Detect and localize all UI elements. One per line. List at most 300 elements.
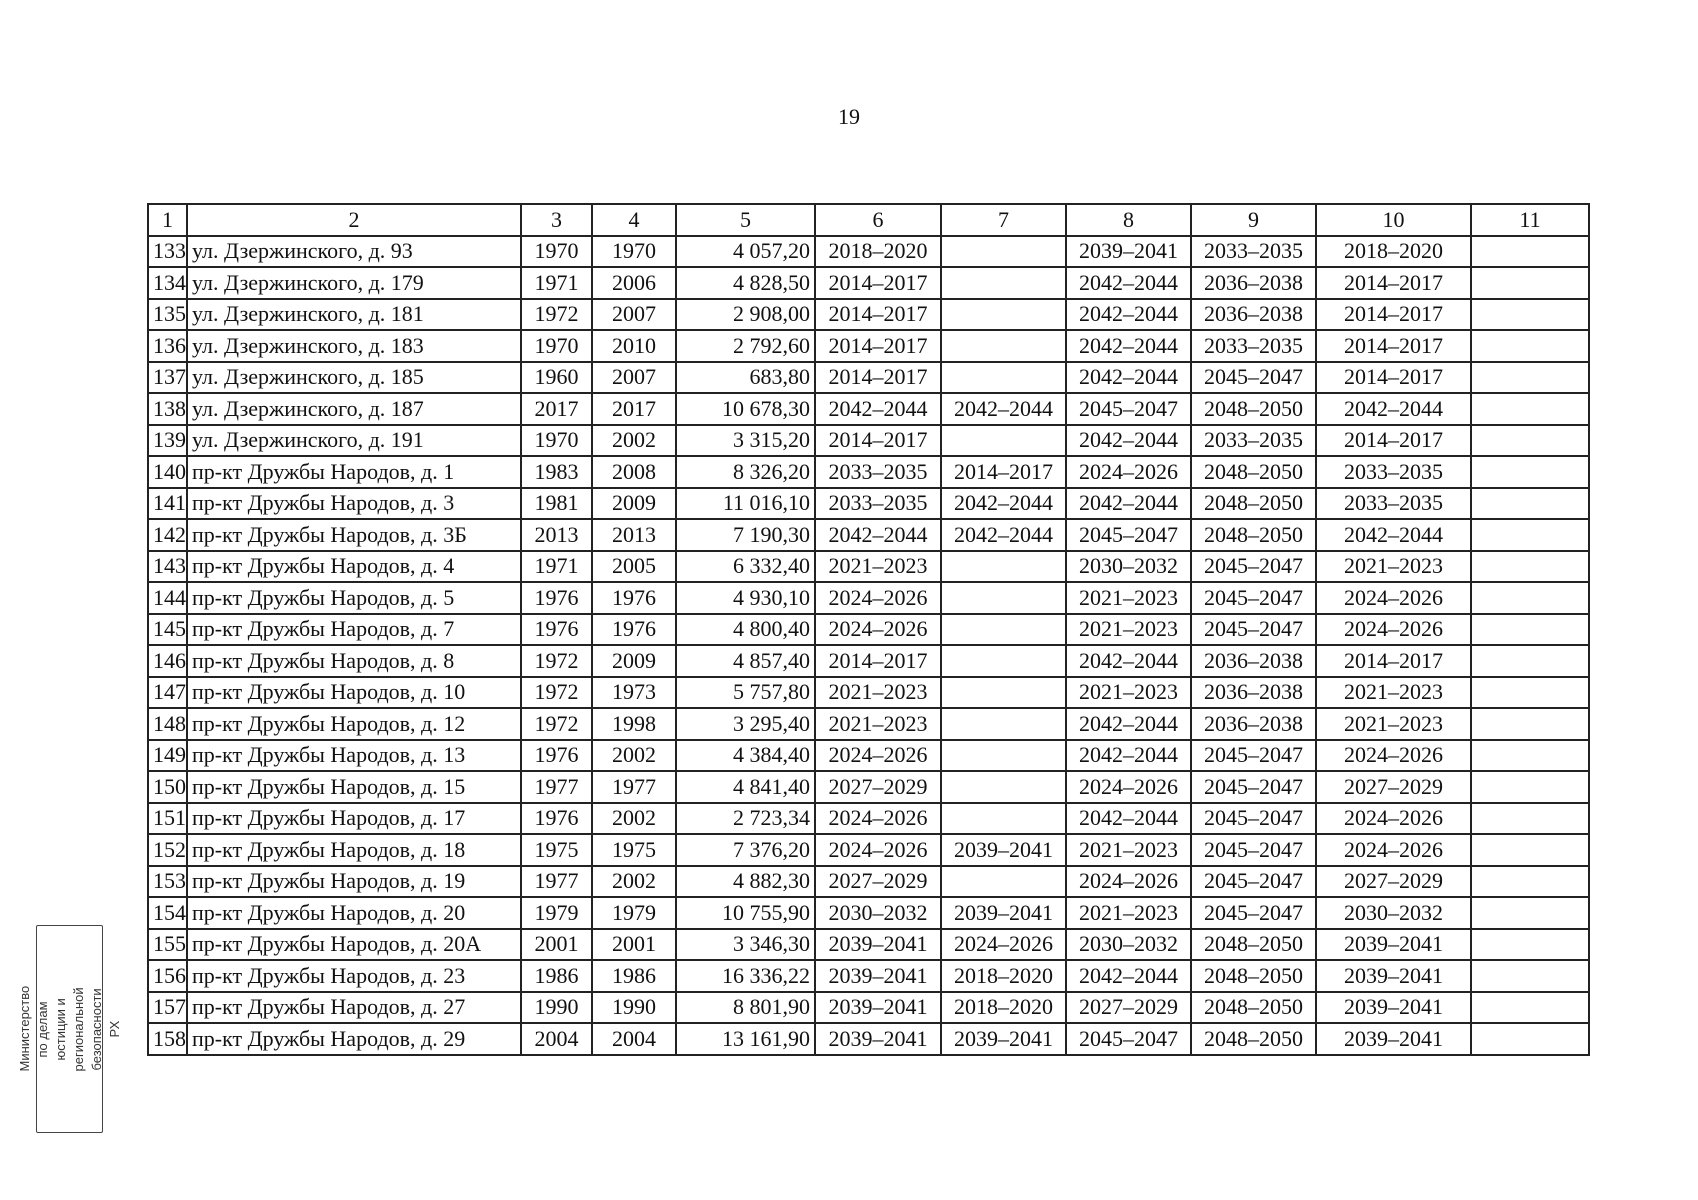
col-header: 9 [1191,204,1316,236]
address-cell: пр-кт Дружбы Народов, д. 18 [187,834,521,866]
period-cell: 2045–2047 [1191,866,1316,898]
address-cell: пр-кт Дружбы Народов, д. 23 [187,960,521,992]
area-cell: 10 678,30 [676,393,815,425]
table-row [148,929,1589,961]
period-cell [941,645,1066,677]
year-built-cell: 2013 [521,519,592,551]
area-cell: 7 190,30 [676,519,815,551]
empty-cell [1471,677,1589,709]
empty-cell [1471,929,1589,961]
row-number-cell: 158 [148,1023,187,1055]
period-cell: 2027–2029 [815,771,941,803]
area-cell: 4 841,40 [676,771,815,803]
area-cell: 4 882,30 [676,866,815,898]
period-cell: 2014–2017 [1316,330,1471,362]
row-number-cell: 149 [148,740,187,772]
address-cell: пр-кт Дружбы Народов, д. 13 [187,740,521,772]
table-row [148,992,1589,1024]
period-cell [941,708,1066,740]
empty-cell [1471,425,1589,457]
period-cell: 2024–2026 [1316,582,1471,614]
empty-cell [1471,1023,1589,1055]
period-cell: 2014–2017 [815,299,941,331]
period-cell: 2024–2026 [1316,614,1471,646]
address-cell: пр-кт Дружбы Народов, д. 17 [187,803,521,835]
period-cell: 2042–2044 [1066,299,1191,331]
period-cell: 2014–2017 [1316,299,1471,331]
area-cell: 4 857,40 [676,645,815,677]
table-row [148,960,1589,992]
period-cell: 2048–2050 [1191,992,1316,1024]
year-cell: 1975 [592,834,676,866]
period-cell: 2042–2044 [1066,708,1191,740]
period-cell: 2033–2035 [815,456,941,488]
empty-cell [1471,834,1589,866]
empty-cell [1471,897,1589,929]
empty-cell [1471,582,1589,614]
table-row [148,803,1589,835]
year-built-cell: 1971 [521,267,592,299]
period-cell: 2048–2050 [1191,488,1316,520]
period-cell: 2042–2044 [1066,740,1191,772]
area-cell: 4 930,10 [676,582,815,614]
address-cell: ул. Дзержинского, д. 183 [187,330,521,362]
address-cell: пр-кт Дружбы Народов, д. 3 [187,488,521,520]
period-cell: 2014–2017 [1316,267,1471,299]
period-cell: 2042–2044 [1066,960,1191,992]
year-built-cell: 1972 [521,645,592,677]
period-cell: 2033–2035 [1316,456,1471,488]
period-cell: 2036–2038 [1191,708,1316,740]
period-cell: 2039–2041 [815,1023,941,1055]
address-cell: пр-кт Дружбы Народов, д. 19 [187,866,521,898]
year-built-cell: 1976 [521,803,592,835]
address-cell: пр-кт Дружбы Народов, д. 3Б [187,519,521,551]
period-cell: 2027–2029 [1316,771,1471,803]
table-row [148,866,1589,898]
year-built-cell: 1976 [521,614,592,646]
period-cell: 2039–2041 [815,960,941,992]
area-cell: 5 757,80 [676,677,815,709]
year-cell: 2001 [592,929,676,961]
period-cell [941,582,1066,614]
area-cell: 3 346,30 [676,929,815,961]
period-cell: 2030–2032 [1066,551,1191,583]
address-cell: пр-кт Дружбы Народов, д. 8 [187,645,521,677]
year-cell: 1990 [592,992,676,1024]
empty-cell [1471,740,1589,772]
area-cell: 16 336,22 [676,960,815,992]
empty-cell [1471,519,1589,551]
empty-cell [1471,488,1589,520]
address-cell: пр-кт Дружбы Народов, д. 29 [187,1023,521,1055]
period-cell: 2039–2041 [941,834,1066,866]
year-cell: 1979 [592,897,676,929]
address-cell: пр-кт Дружбы Народов, д. 20А [187,929,521,961]
empty-cell [1471,236,1589,268]
row-number-cell: 141 [148,488,187,520]
address-cell: пр-кт Дружбы Народов, д. 5 [187,582,521,614]
period-cell: 2024–2026 [941,929,1066,961]
year-cell: 1973 [592,677,676,709]
period-cell: 2021–2023 [1316,677,1471,709]
period-cell: 2021–2023 [815,551,941,583]
year-built-cell: 2004 [521,1023,592,1055]
table-row [148,330,1589,362]
year-cell: 2006 [592,267,676,299]
period-cell: 2039–2041 [1316,960,1471,992]
year-cell: 2005 [592,551,676,583]
year-cell: 1986 [592,960,676,992]
period-cell: 2042–2044 [1066,488,1191,520]
empty-cell [1471,299,1589,331]
row-number-cell: 155 [148,929,187,961]
area-cell: 10 755,90 [676,897,815,929]
area-cell: 2 792,60 [676,330,815,362]
period-cell: 2048–2050 [1191,393,1316,425]
period-cell: 2045–2047 [1066,1023,1191,1055]
period-cell: 2048–2050 [1191,1023,1316,1055]
year-built-cell: 1970 [521,425,592,457]
table-row [148,299,1589,331]
year-built-cell: 1977 [521,866,592,898]
period-cell: 2048–2050 [1191,929,1316,961]
area-cell: 8 801,90 [676,992,815,1024]
period-cell: 2039–2041 [1316,1023,1471,1055]
period-cell: 2039–2041 [815,992,941,1024]
row-number-cell: 152 [148,834,187,866]
address-cell: ул. Дзержинского, д. 93 [187,236,521,268]
table-row [148,645,1589,677]
period-cell: 2014–2017 [1316,425,1471,457]
area-cell: 13 161,90 [676,1023,815,1055]
empty-cell [1471,362,1589,394]
year-built-cell: 1975 [521,834,592,866]
period-cell: 2018–2020 [1316,236,1471,268]
address-cell: пр-кт Дружбы Народов, д. 12 [187,708,521,740]
period-cell: 2045–2047 [1191,362,1316,394]
year-built-cell: 2001 [521,929,592,961]
row-number-cell: 144 [148,582,187,614]
address-cell: пр-кт Дружбы Народов, д. 7 [187,614,521,646]
col-header: 2 [187,204,521,236]
period-cell: 2042–2044 [1066,267,1191,299]
period-cell: 2033–2035 [1191,425,1316,457]
year-cell: 2010 [592,330,676,362]
period-cell: 2021–2023 [815,677,941,709]
period-cell: 2042–2044 [815,393,941,425]
year-built-cell: 1972 [521,299,592,331]
period-cell: 2042–2044 [1316,393,1471,425]
period-cell: 2030–2032 [1066,929,1191,961]
period-cell: 2042–2044 [1066,803,1191,835]
period-cell: 2018–2020 [941,960,1066,992]
period-cell: 2045–2047 [1191,740,1316,772]
period-cell: 2014–2017 [941,456,1066,488]
year-cell: 2008 [592,456,676,488]
table-row [148,740,1589,772]
period-cell: 2033–2035 [815,488,941,520]
period-cell [941,267,1066,299]
period-cell: 2048–2050 [1191,456,1316,488]
area-cell: 4 800,40 [676,614,815,646]
period-cell: 2039–2041 [1316,929,1471,961]
row-number-cell: 157 [148,992,187,1024]
period-cell: 2039–2041 [1316,992,1471,1024]
empty-cell [1471,803,1589,835]
year-cell: 2009 [592,645,676,677]
period-cell [941,236,1066,268]
empty-cell [1471,456,1589,488]
year-cell: 1976 [592,582,676,614]
address-cell: пр-кт Дружбы Народов, д. 20 [187,897,521,929]
table-row [148,771,1589,803]
period-cell: 2039–2041 [941,1023,1066,1055]
year-built-cell: 1986 [521,960,592,992]
period-cell: 2024–2026 [1316,803,1471,835]
address-cell: пр-кт Дружбы Народов, д. 1 [187,456,521,488]
table-row [148,236,1589,268]
period-cell: 2014–2017 [815,267,941,299]
period-cell: 2048–2050 [1191,519,1316,551]
period-cell [941,614,1066,646]
period-cell: 2045–2047 [1191,614,1316,646]
period-cell: 2014–2017 [1316,645,1471,677]
stamp-line: юстиции и региональной [52,986,86,1072]
row-number-cell: 138 [148,393,187,425]
year-cell: 2007 [592,299,676,331]
period-cell: 2021–2023 [1066,614,1191,646]
period-cell: 2048–2050 [1191,960,1316,992]
row-number-cell: 140 [148,456,187,488]
empty-cell [1471,551,1589,583]
year-cell: 1970 [592,236,676,268]
period-cell [941,425,1066,457]
period-cell: 2042–2044 [941,393,1066,425]
col-header: 11 [1471,204,1589,236]
col-header: 5 [676,204,815,236]
row-number-cell: 134 [148,267,187,299]
period-cell: 2014–2017 [815,362,941,394]
table-row [148,614,1589,646]
year-cell: 2017 [592,393,676,425]
table-row [148,488,1589,520]
year-built-cell: 1981 [521,488,592,520]
period-cell: 2027–2029 [1316,866,1471,898]
table-row [148,362,1589,394]
period-cell: 2045–2047 [1191,803,1316,835]
period-cell [941,299,1066,331]
address-cell: ул. Дзержинского, д. 191 [187,425,521,457]
col-header: 6 [815,204,941,236]
period-cell: 2027–2029 [1066,992,1191,1024]
row-number-cell: 148 [148,708,187,740]
table-row [148,267,1589,299]
year-cell: 2013 [592,519,676,551]
year-cell: 2007 [592,362,676,394]
year-built-cell: 1972 [521,708,592,740]
period-cell: 2024–2026 [1066,456,1191,488]
period-cell [941,330,1066,362]
period-cell: 2027–2029 [815,866,941,898]
period-cell: 2021–2023 [1066,677,1191,709]
period-cell: 2036–2038 [1191,267,1316,299]
table-row [148,582,1589,614]
address-cell: пр-кт Дружбы Народов, д. 27 [187,992,521,1024]
period-cell: 2042–2044 [1066,362,1191,394]
row-number-cell: 136 [148,330,187,362]
year-built-cell: 2017 [521,393,592,425]
period-cell: 2014–2017 [815,425,941,457]
row-number-cell: 142 [148,519,187,551]
col-header: 8 [1066,204,1191,236]
period-cell: 2014–2017 [815,330,941,362]
row-number-cell: 146 [148,645,187,677]
address-cell: ул. Дзержинского, д. 187 [187,393,521,425]
period-cell: 2045–2047 [1191,582,1316,614]
year-built-cell: 1960 [521,362,592,394]
area-cell: 683,80 [676,362,815,394]
table-row [148,834,1589,866]
row-number-cell: 137 [148,362,187,394]
empty-cell [1471,708,1589,740]
year-built-cell: 1990 [521,992,592,1024]
year-cell: 2009 [592,488,676,520]
row-number-cell: 145 [148,614,187,646]
period-cell: 2030–2032 [1316,897,1471,929]
period-cell: 2045–2047 [1191,551,1316,583]
table-row [148,897,1589,929]
year-built-cell: 1977 [521,771,592,803]
row-number-cell: 143 [148,551,187,583]
address-cell: ул. Дзержинского, д. 181 [187,299,521,331]
table-row [148,1023,1589,1055]
area-cell: 6 332,40 [676,551,815,583]
period-cell [941,677,1066,709]
period-cell: 2045–2047 [1066,519,1191,551]
col-header: 4 [592,204,676,236]
table-row [148,519,1589,551]
col-header: 1 [148,204,187,236]
ministry-stamp [16,925,122,1133]
year-built-cell: 1972 [521,677,592,709]
stamp-line: безопасности РХ [88,987,122,1071]
period-cell: 2024–2026 [1066,866,1191,898]
empty-cell [1471,267,1589,299]
area-cell: 4 828,50 [676,267,815,299]
area-cell: 3 295,40 [676,708,815,740]
period-cell: 2024–2026 [815,614,941,646]
period-cell: 2021–2023 [1316,708,1471,740]
row-number-cell: 139 [148,425,187,457]
year-cell: 2004 [592,1023,676,1055]
period-cell: 2024–2026 [1316,740,1471,772]
table-row [148,677,1589,709]
empty-cell [1471,645,1589,677]
row-number-cell: 151 [148,803,187,835]
period-cell: 2021–2023 [815,708,941,740]
table-row [148,393,1589,425]
period-cell: 2033–2035 [1191,236,1316,268]
table-row [148,551,1589,583]
empty-cell [1471,330,1589,362]
page-number: 19 [838,104,860,129]
period-cell: 2042–2044 [1066,425,1191,457]
row-number-cell: 135 [148,299,187,331]
period-cell: 2021–2023 [1066,834,1191,866]
period-cell: 2039–2041 [815,929,941,961]
period-cell: 2045–2047 [1191,834,1316,866]
period-cell [941,866,1066,898]
col-header: 10 [1316,204,1471,236]
area-cell: 3 315,20 [676,425,815,457]
year-cell: 1998 [592,708,676,740]
year-cell: 2002 [592,803,676,835]
period-cell: 2033–2035 [1316,488,1471,520]
housing-schedule-table [147,203,1590,1056]
period-cell: 2042–2044 [941,519,1066,551]
area-cell: 4 057,20 [676,236,815,268]
period-cell [941,771,1066,803]
period-cell: 2024–2026 [815,803,941,835]
period-cell: 2024–2026 [1066,771,1191,803]
area-cell: 8 326,20 [676,456,815,488]
year-built-cell: 1983 [521,456,592,488]
period-cell [941,803,1066,835]
table-row [148,456,1589,488]
area-cell: 4 384,40 [676,740,815,772]
year-built-cell: 1970 [521,330,592,362]
empty-cell [1471,960,1589,992]
area-cell: 2 723,34 [676,803,815,835]
address-cell: ул. Дзержинского, д. 185 [187,362,521,394]
table-row [148,708,1589,740]
year-built-cell: 1976 [521,740,592,772]
year-cell: 1977 [592,771,676,803]
period-cell: 2024–2026 [815,834,941,866]
empty-cell [1471,614,1589,646]
empty-cell [1471,866,1589,898]
year-built-cell: 1976 [521,582,592,614]
area-cell: 7 376,20 [676,834,815,866]
period-cell: 2024–2026 [815,582,941,614]
period-cell: 2045–2047 [1066,393,1191,425]
row-number-cell: 150 [148,771,187,803]
period-cell: 2039–2041 [941,897,1066,929]
empty-cell [1471,393,1589,425]
address-cell: пр-кт Дружбы Народов, д. 10 [187,677,521,709]
row-number-cell: 153 [148,866,187,898]
year-built-cell: 1970 [521,236,592,268]
period-cell: 2021–2023 [1316,551,1471,583]
period-cell: 2036–2038 [1191,299,1316,331]
period-cell [941,740,1066,772]
period-cell: 2024–2026 [1316,834,1471,866]
period-cell [941,362,1066,394]
period-cell: 2042–2044 [1066,330,1191,362]
year-cell: 2002 [592,425,676,457]
row-number-cell: 154 [148,897,187,929]
col-header: 7 [941,204,1066,236]
period-cell: 2036–2038 [1191,645,1316,677]
period-cell: 2018–2020 [941,992,1066,1024]
row-number-cell: 133 [148,236,187,268]
period-cell: 2021–2023 [1066,897,1191,929]
year-cell: 2002 [592,866,676,898]
year-cell: 1976 [592,614,676,646]
period-cell: 2030–2032 [815,897,941,929]
period-cell [941,551,1066,583]
